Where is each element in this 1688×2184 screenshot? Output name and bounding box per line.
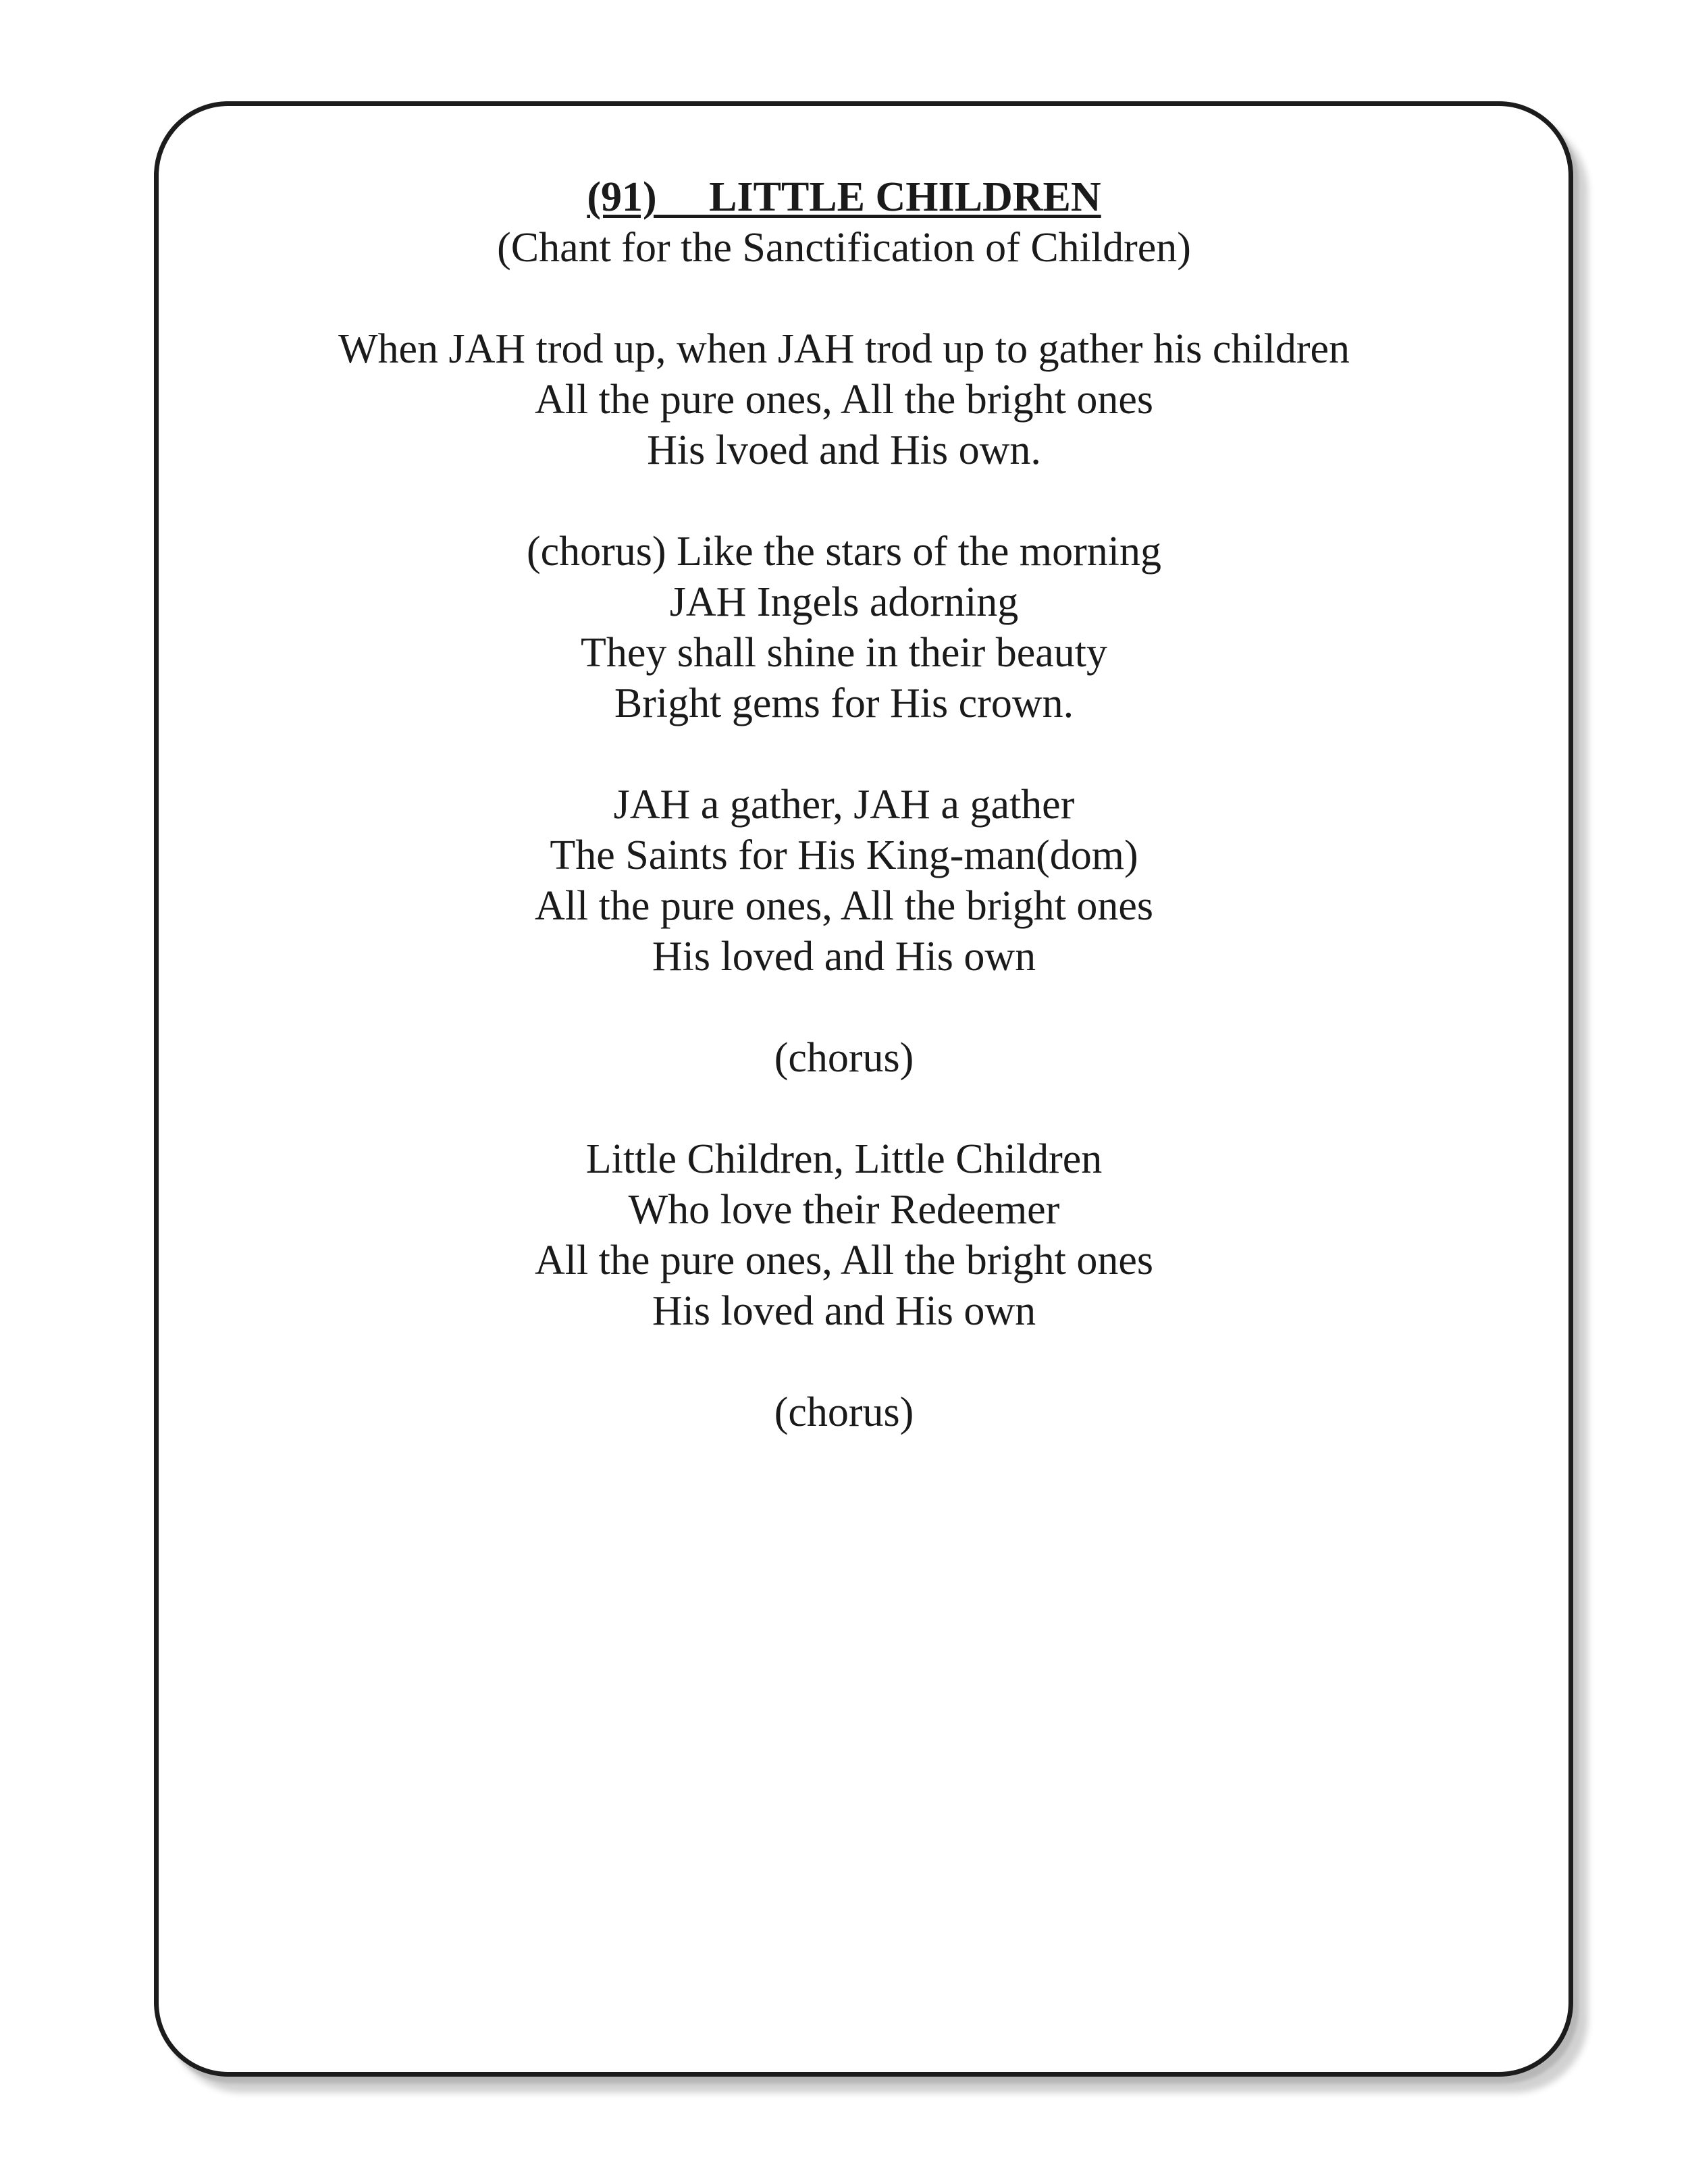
chorus-line: Bright gems for His crown. [614,681,1074,726]
verse-line: All the pure ones, All the bright ones [534,883,1154,929]
chorus-line: (chorus) Like the stars of the morning [526,529,1162,575]
verse-line: His loved and His own [652,934,1036,980]
verse-line: Little Children, Little Children [585,1136,1103,1182]
chorus-reference: (chorus) [774,1035,914,1081]
verse-line: All the pure ones, All the bright ones [534,377,1154,423]
chorus-line: They shall shine in their beauty [581,630,1107,676]
song-title: (91) LITTLE CHILDREN [587,174,1101,220]
verse-line: When JAH trod up, when JAH trod up to gather his children [338,326,1350,372]
verse-3 [0,1134,1688,1337]
verse-1 [0,324,1688,476]
chorus-line: JAH Ingels adorning [669,579,1019,625]
verse-line: All the pure ones, All the bright ones [534,1237,1154,1283]
chorus-reference: (chorus) [774,1389,914,1435]
verse-line: His lvoed and His own. [647,427,1041,473]
verse-line: His loved and His own [652,1288,1036,1334]
verse-line: JAH a gather, JAH a gather [613,782,1075,828]
verse-line: The Saints for His King-man(dom) [550,832,1138,878]
verse-2 [0,780,1688,982]
verse-line: Who love their Redeemer [628,1187,1060,1233]
song-subtitle: (Chant for the Sanctification of Children) [497,225,1191,271]
song-content [0,172,1688,1438]
chorus [0,527,1688,729]
